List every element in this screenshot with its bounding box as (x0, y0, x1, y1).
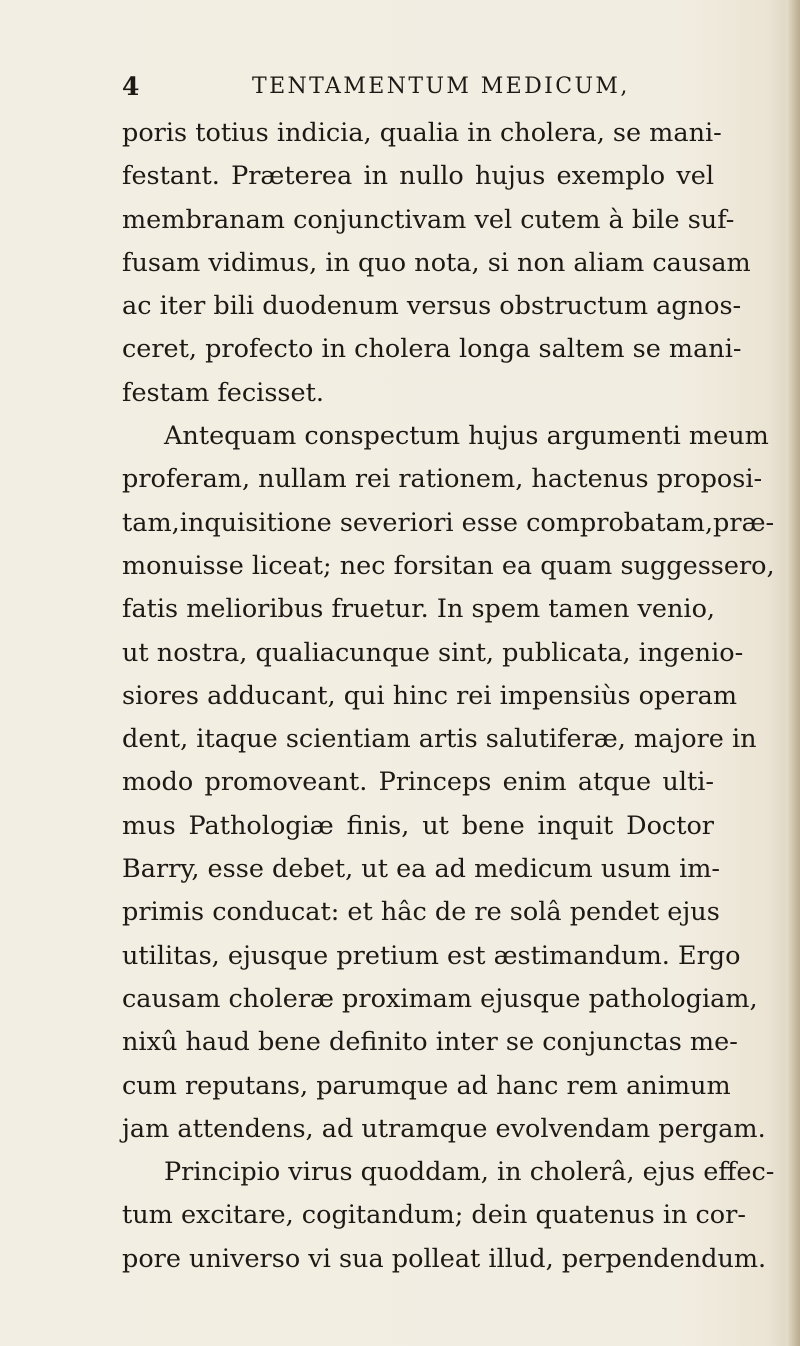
text-line: festam fecisset. (122, 377, 324, 408)
text-line: Antequam conspectum hujus argumenti meum (164, 421, 769, 452)
text-line: monuisse liceat; nec forsitan ea quam suggessero, (122, 550, 775, 581)
text-line: nixû haud bene definito inter se conjunctas me- (122, 1027, 738, 1058)
text-line: tum excitare, cogitandum; dein quatenus in cor- (122, 1200, 746, 1231)
text-line: fusam vidimus, in quo nota, si non aliam causam (122, 247, 751, 278)
running-head-title: TENTAMENTUM MEDICUM, (252, 74, 630, 99)
text-line: pore universo vi sua polleat illud, perpendendum. (122, 1243, 767, 1274)
page-number: 4 (122, 72, 140, 101)
text-line: primis conducat: et hâc de re solâ pendet ejus (122, 897, 720, 928)
text-line: ceret, profecto in cholera longa saltem se mani- (122, 334, 742, 365)
text-line: membranam conjunctivam vel cutem à bile suf- (122, 204, 735, 235)
text-line: cum reputans, parumque ad hanc rem animum (122, 1070, 731, 1101)
text-line: proferam, nullam rei rationem, hactenus proposi- (122, 464, 763, 495)
text-line: festant. Præterea in nullo hujus exemplo vel (122, 161, 714, 192)
text-line: utilitas, ejusque pretium est æstimandum. Ergo (122, 940, 741, 971)
text-line: Principio virus quoddam, in cholerâ, ejus effec- (164, 1157, 775, 1188)
text-line: modo promoveant. Princeps enim atque ulti- (122, 767, 714, 798)
text-line: siores adducant, qui hinc rei impensiùs operam (122, 680, 738, 711)
text-line: tam,inquisitione severiori esse comprobatam,præ- (122, 507, 775, 538)
text-line: jam attendens, ad utramque evolvendam pergam. (122, 1113, 766, 1144)
text-line: poris totius indicia, qualia in cholera, se mani- (122, 118, 722, 148)
text-line: mus Pathologiæ finis, ut bene inquit Doctor (122, 810, 714, 841)
text-line: dent, itaque scientiam artis salutiferæ, majore in (122, 724, 757, 755)
text-line: causam choleræ proximam ejusque pathologiam, (122, 983, 758, 1014)
text-line: fatis melioribus fruetur. In spem tamen venio, (122, 594, 716, 625)
body-text (122, 112, 775, 1281)
text-line: ac iter bili duodenum versus obstructum agnos- (122, 291, 742, 322)
page-edge (786, 0, 800, 1346)
text-line: Barry, esse debet, ut ea ad medicum usum im- (122, 854, 721, 885)
running-head (122, 72, 642, 108)
text-line: ut nostra, qualiacunque sint, publicata, ingenio- (122, 637, 744, 668)
